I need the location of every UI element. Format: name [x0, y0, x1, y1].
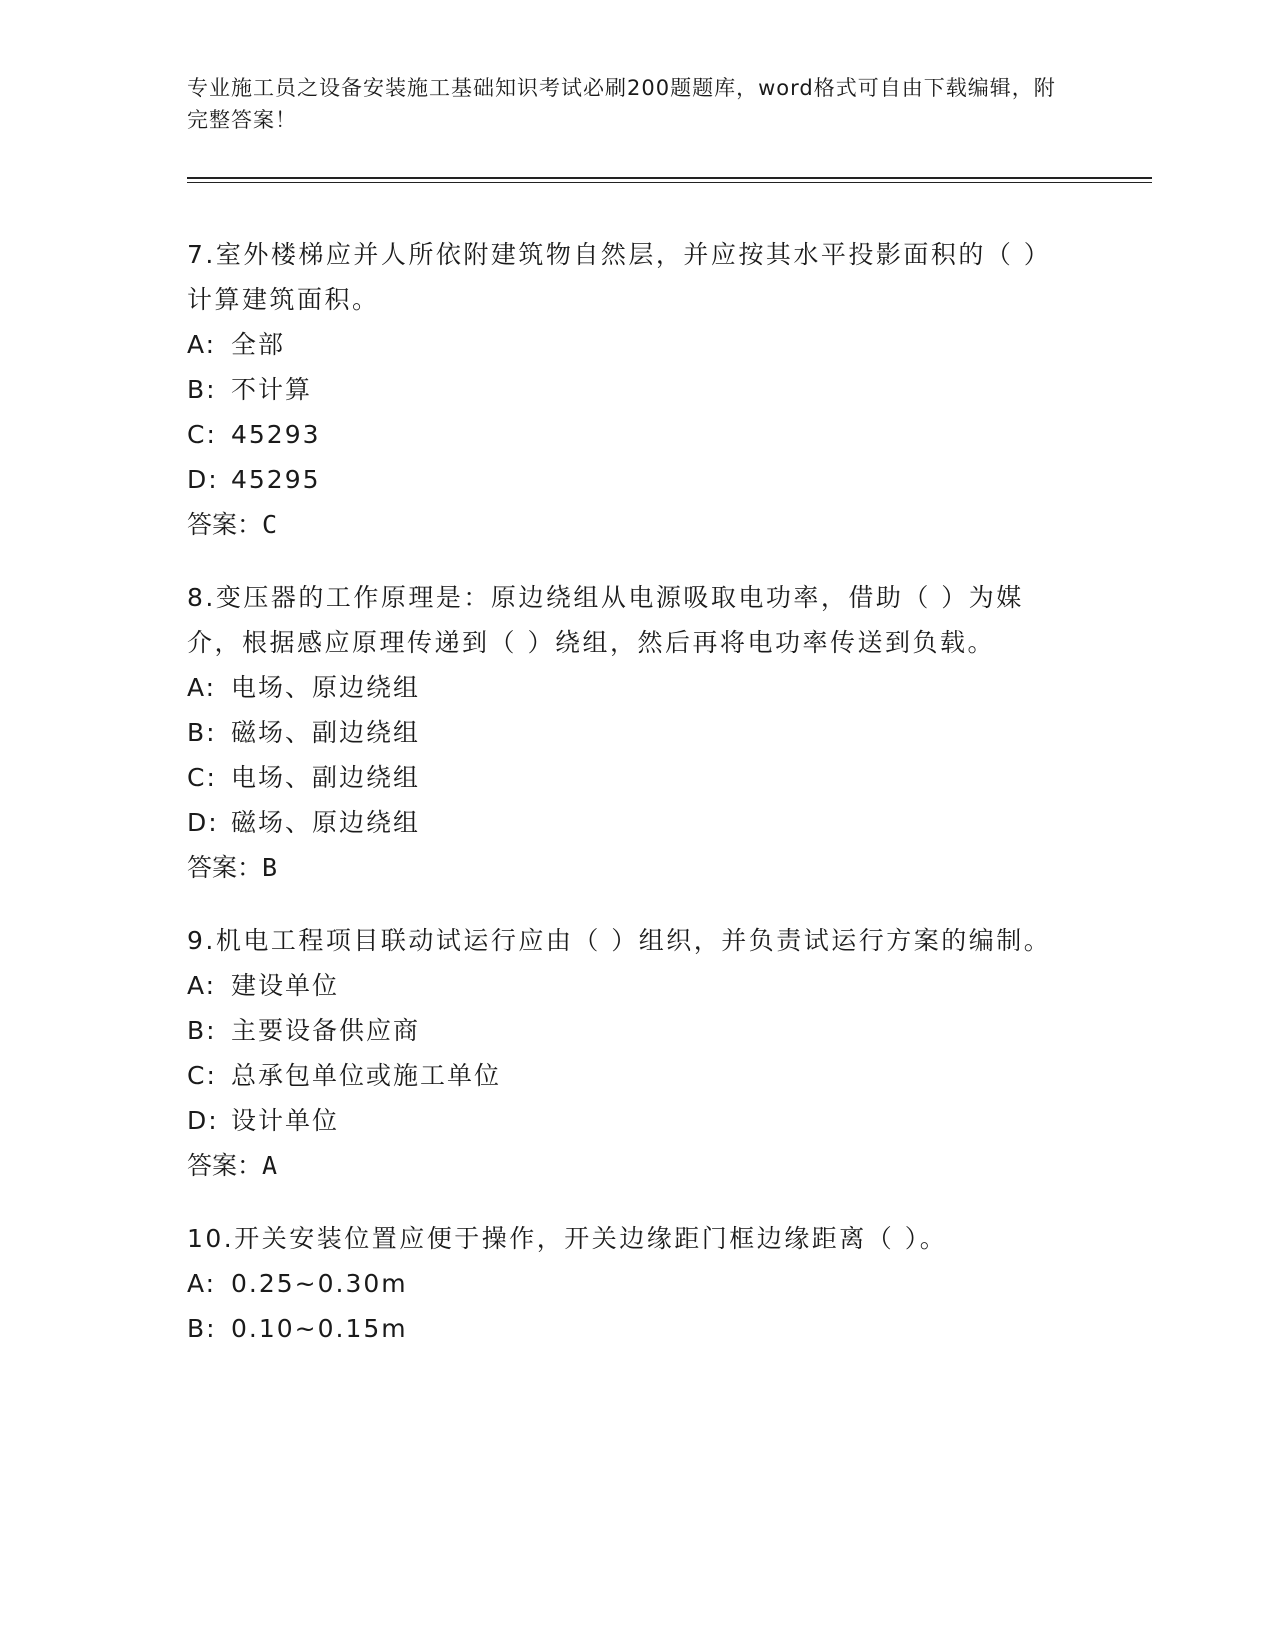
- answer-line: 答案：A: [187, 1151, 278, 1180]
- option-text: 电场、原边绕组: [231, 673, 421, 702]
- option-text: 45293: [231, 420, 321, 449]
- header-divider-thick: [187, 177, 1152, 179]
- option-d: [187, 457, 1072, 502]
- option-c: [187, 1053, 1072, 1098]
- option-c: [187, 755, 1072, 800]
- option-key: C:: [187, 420, 217, 449]
- option-key: A:: [187, 673, 217, 702]
- option-text: 不计算: [231, 375, 313, 404]
- option-b: [187, 710, 1072, 755]
- option-key: A:: [187, 1269, 217, 1298]
- header-divider-thin: [187, 182, 1152, 183]
- question-9: [187, 918, 1072, 1188]
- option-b: [187, 1008, 1072, 1053]
- option-d: [187, 800, 1072, 845]
- option-c: [187, 412, 1072, 457]
- question-list: [187, 232, 1072, 1379]
- option-key: A:: [187, 971, 217, 1000]
- question-stem: 8.变压器的工作原理是：原边绕组从电源吸取电功率，借助（ ）为媒介，根据感应原理传递到（ ）绕组，然后再将电功率传送到负载。: [187, 583, 1024, 657]
- option-text: 45295: [231, 465, 321, 494]
- question-8: [187, 575, 1072, 890]
- option-text: 主要设备供应商: [231, 1016, 421, 1045]
- option-key: D:: [187, 808, 219, 837]
- option-a: [187, 665, 1072, 710]
- option-d: [187, 1098, 1072, 1143]
- answer-line: 答案：B: [187, 853, 278, 882]
- option-key: D:: [187, 465, 219, 494]
- option-text: 建设单位: [231, 971, 340, 1000]
- option-key: A:: [187, 330, 217, 359]
- option-text: 设计单位: [231, 1106, 340, 1135]
- option-key: B:: [187, 375, 217, 404]
- option-a: [187, 963, 1072, 1008]
- option-key: C:: [187, 1061, 217, 1090]
- option-text: 磁场、原边绕组: [231, 808, 421, 837]
- question-stem: 10.开关安装位置应便于操作，开关边缘距门框边缘距离（ ）。: [187, 1224, 948, 1253]
- question-stem: 9.机电工程项目联动试运行应由（ ）组织，并负责试运行方案的编制。: [187, 926, 1052, 955]
- option-b: [187, 1306, 1072, 1351]
- question-10: [187, 1216, 1072, 1351]
- option-a: [187, 322, 1072, 367]
- option-key: B:: [187, 1314, 217, 1343]
- option-a: [187, 1261, 1072, 1306]
- question-stem: 7.室外楼梯应并人所依附建筑物自然层，并应按其水平投影面积的（ ）计算建筑面积。: [187, 240, 1052, 314]
- option-key: D:: [187, 1106, 219, 1135]
- question-7: [187, 232, 1072, 547]
- option-key: C:: [187, 763, 217, 792]
- option-text: 磁场、副边绕组: [231, 718, 421, 747]
- answer-line: 答案：C: [187, 510, 278, 539]
- option-b: [187, 367, 1072, 412]
- document-header: 专业施工员之设备安装施工基础知识考试必刷200题题库，word格式可自由下载编辑，附完整答案！: [187, 76, 1056, 132]
- option-text: 全部: [231, 330, 286, 359]
- option-text: 总承包单位或施工单位: [231, 1061, 502, 1090]
- option-text: 0.10~0.15m: [231, 1314, 408, 1343]
- option-text: 电场、副边绕组: [231, 763, 421, 792]
- option-key: B:: [187, 718, 217, 747]
- option-text: 0.25~0.30m: [231, 1269, 408, 1298]
- option-key: B:: [187, 1016, 217, 1045]
